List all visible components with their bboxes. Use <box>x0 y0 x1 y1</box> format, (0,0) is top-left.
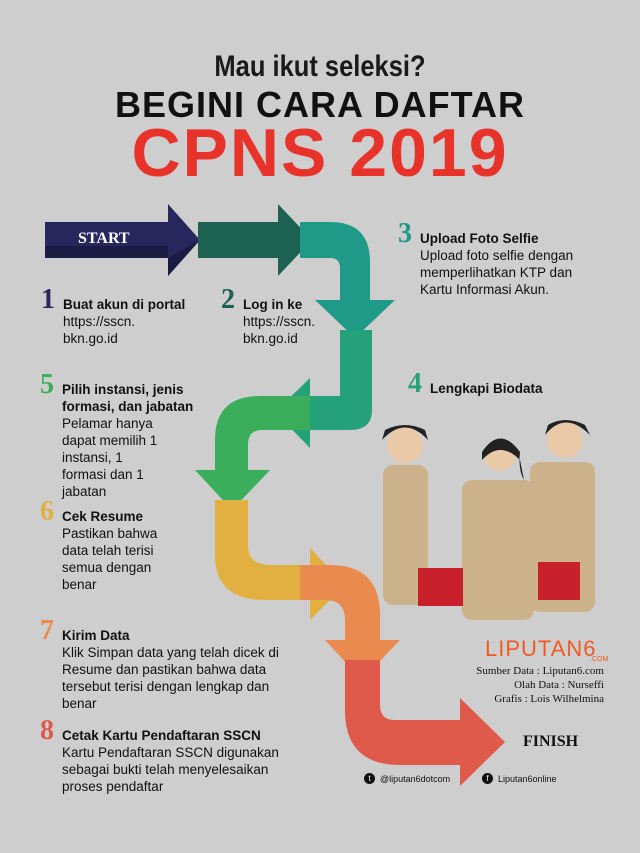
step-3: 3 Upload Foto Selfie Upload foto selfie dengan memperlihatkan KTP dan Kartu Informasi Akun. <box>398 218 574 297</box>
arrow-step-6 <box>215 500 345 620</box>
subtitle: Mau ikut seleksi? <box>214 50 426 83</box>
facebook-icon: f <box>482 773 493 784</box>
main-title: CPNS 2019 <box>131 115 509 191</box>
logo-suffix: .COM <box>590 656 609 663</box>
facebook-handle[interactable]: f Liputan6online <box>482 773 557 784</box>
twitter-icon: t <box>364 773 375 784</box>
step-4: 4 Lengkapi Biodata <box>408 368 543 399</box>
civil-servants-illustration <box>382 420 595 620</box>
arrow-step-5 <box>195 396 310 510</box>
step-1: 1 Buat akun di portal https://sscn. bkn.go.id <box>41 284 186 346</box>
step-6: 6 Cek Resume Pastikan bahwa data telah terisi semua dengan benar <box>40 496 158 592</box>
start-label: START <box>78 230 130 247</box>
step-2: 2 Log in ke https://sscn. bkn.go.id <box>221 284 316 346</box>
arrow-step-2 <box>198 204 312 276</box>
step-7: 7 Kirim Data Klik Simpan data yang telah dicek di Resume dan pastikan bahwa data tersebut terisi dengan lengkap dan benar <box>40 615 279 711</box>
step-8: 8 Cetak Kartu Pendaftaran SSCN Kartu Pendaftaran SSCN digunakan sebagai bukti telah menyelesaikan proses pendaftar <box>40 715 279 794</box>
arrow-step-4 <box>275 330 372 448</box>
step-5: 5 Pilih instansi, jenis formasi, dan jabatan Pelamar hanya dapat memilih 1 instansi, 1 formasi dan 1 jabatan <box>40 369 194 499</box>
finish-label: FINISH <box>523 733 579 750</box>
twitter-handle[interactable]: t @liputan6dotcom <box>364 773 450 784</box>
liputan6-logo: LIPUTAN6 <box>485 636 597 661</box>
credits: Sumber Data : Liputan6.com Olah Data : Nurseffi Grafis : Lois Wilhelmina <box>476 665 604 705</box>
headline: BEGINI CARA DAFTAR <box>115 84 525 125</box>
